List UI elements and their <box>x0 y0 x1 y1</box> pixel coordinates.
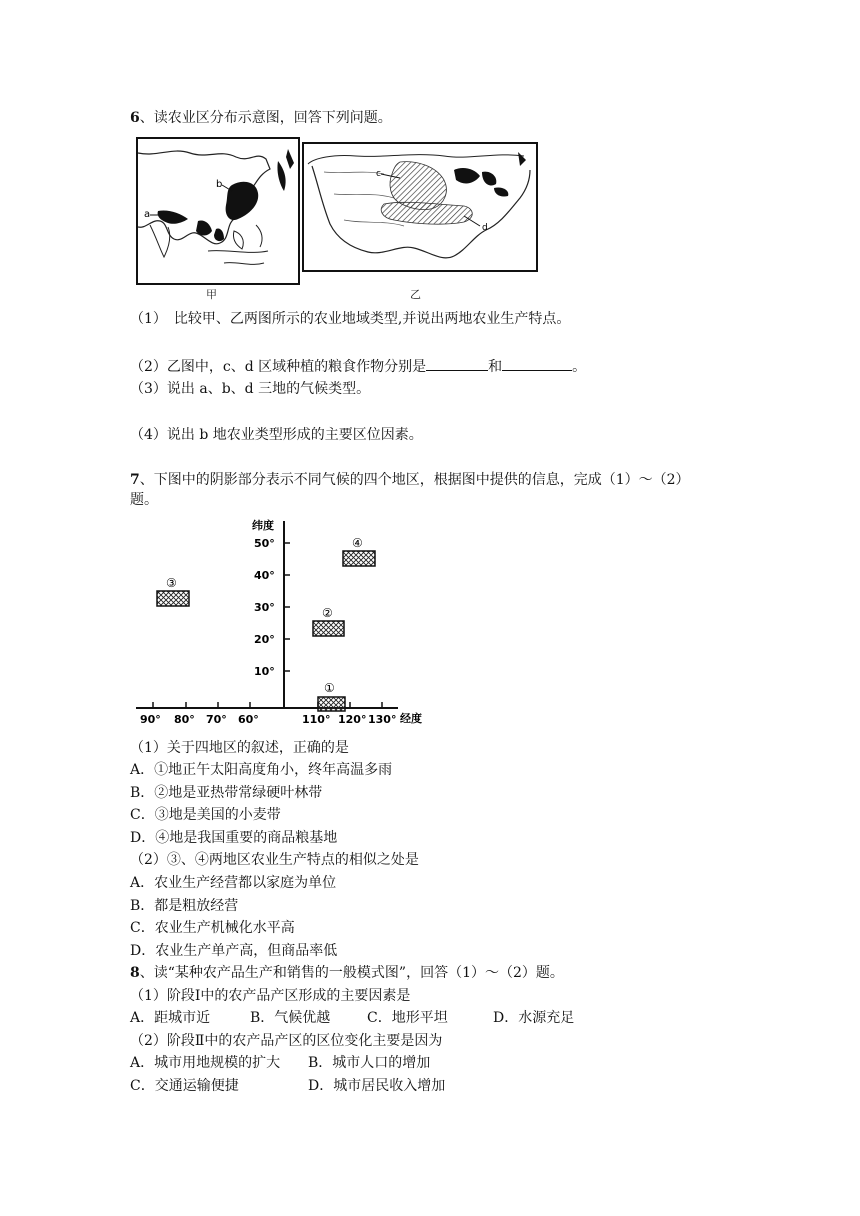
x-tick-label: 70° <box>206 713 227 726</box>
x-ticks <box>140 702 396 726</box>
label-c: c <box>376 169 381 179</box>
region-1-label: ① <box>324 681 335 695</box>
q6-sub2-text: （2）乙图中，c、d 区域种植的粮食作物分别是 <box>130 359 427 375</box>
answer-blank-c[interactable] <box>426 356 488 371</box>
label-a: a <box>144 209 151 220</box>
q7-s1-option: D．④地是我国重要的商品粮基地 <box>130 830 338 846</box>
q7-heading-text-1: 、下图中的阴影部分表示不同气候的四个地区，根据图中提供的信息，完成（1）～（2） <box>139 472 690 488</box>
q8-s2-stem: （2）阶段Ⅱ中的农产品产区的区位变化主要是因为 <box>130 1033 443 1049</box>
q8-s1-option: B．气候优越 <box>250 1010 331 1026</box>
q7-s1-option: C．③地是美国的小麦带 <box>130 807 281 823</box>
q8-s2-option: A．城市用地规模的扩大 <box>130 1055 281 1071</box>
q6-sub2-end: 。 <box>572 359 587 375</box>
region-3-label: ③ <box>166 576 177 590</box>
q8-s1-option: D．水源充足 <box>493 1010 575 1026</box>
region-4-label: ④ <box>352 536 363 550</box>
q7-s2-option: B．都是粗放经营 <box>130 898 239 914</box>
q6-sub4: （4）说出 b 地农业类型形成的主要区位因素。 <box>130 427 423 443</box>
q7-number: 7 <box>130 472 140 488</box>
region-4 <box>343 536 375 566</box>
region-b-shape <box>226 182 259 220</box>
y-tick-label: 50° <box>254 537 275 550</box>
map-right-caption: 乙 <box>410 288 421 301</box>
latitude-longitude-chart <box>136 515 436 730</box>
y-tick-label: 10° <box>254 665 275 678</box>
answer-blank-d[interactable] <box>502 356 572 371</box>
x-tick-label: 60° <box>238 713 259 726</box>
label-b: b <box>216 179 223 190</box>
q7-heading-cont: 题。 <box>130 492 158 508</box>
region-3 <box>157 576 189 606</box>
q7-s2-option: A．农业生产经营都以家庭为单位 <box>130 875 337 891</box>
q7-s2-option: C．农业生产机械化水平高 <box>130 920 295 936</box>
y-tick-label: 40° <box>254 569 275 582</box>
q8-heading <box>130 963 564 983</box>
q8-s2-options-row2 <box>130 1076 445 1096</box>
q8-s1-option: A．距城市近 <box>130 1010 211 1026</box>
map-asia <box>136 137 300 285</box>
q6-sub2-mid: 和 <box>488 359 503 375</box>
region-2-label: ② <box>322 606 333 620</box>
q7-heading <box>130 470 690 490</box>
label-d: d <box>482 223 488 233</box>
map-north-america-drawing <box>304 144 536 270</box>
map-left-caption: 甲 <box>206 288 217 301</box>
q6-sub2 <box>130 356 586 377</box>
q7-s2-stem: （2）③、④两地区农业生产特点的相似之处是 <box>130 852 419 868</box>
q7-s2-option: D．农业生产单产高，但商品率低 <box>130 943 338 959</box>
q8-number: 8 <box>130 965 140 981</box>
q7-s1-option: B．②地是亚热带常绿硬叶林带 <box>130 785 323 801</box>
q6-heading <box>130 108 392 128</box>
q8-s2-option: D．城市居民收入增加 <box>308 1078 446 1094</box>
y-tick-label: 20° <box>254 633 275 646</box>
q8-s2-options-row1 <box>130 1053 430 1073</box>
region-2 <box>313 606 344 636</box>
q8-s1-options <box>130 1008 574 1028</box>
region-d-shape <box>381 202 472 224</box>
q8-s1-stem: （1）阶段Ⅰ中的农产品产区形成的主要因素是 <box>130 988 411 1004</box>
x-tick-label: 130° <box>368 713 397 726</box>
q6-number: 6 <box>130 110 140 126</box>
x-tick-label: 90° <box>140 713 161 726</box>
q8-s2-option: C．交通运输便捷 <box>130 1078 239 1094</box>
q6-sub3: （3）说出 a、b、d 三地的气候类型。 <box>130 381 371 397</box>
x-tick-label: 120° <box>338 713 367 726</box>
y-tick-label: 30° <box>254 601 275 614</box>
q8-s2-option: B．城市人口的增加 <box>308 1055 431 1071</box>
q7-s1-option: A．①地正午太阳高度角小，终年高温多雨 <box>130 762 393 778</box>
map-asia-drawing <box>138 139 298 283</box>
q6-sub1: （1） 比较甲、乙两图所示的农业地域类型,并说出两地农业生产特点。 <box>130 311 571 327</box>
x-axis-title: 经度 <box>400 712 422 725</box>
x-tick-label: 110° <box>302 713 331 726</box>
q6-heading-text: 、读农业区分布示意图，回答下列问题。 <box>139 110 392 126</box>
q8-heading-text: 、读“某种农产品生产和销售的一般模式图”，回答（1）～（2）题。 <box>139 965 564 981</box>
x-tick-label: 80° <box>174 713 195 726</box>
q7-s1-stem: （1）关于四地区的叙述，正确的是 <box>130 740 349 756</box>
y-axis-title: 纬度 <box>252 519 274 532</box>
map-north-america <box>302 142 538 272</box>
q8-s1-option: C．地形平坦 <box>367 1010 448 1026</box>
region-1 <box>318 681 345 711</box>
